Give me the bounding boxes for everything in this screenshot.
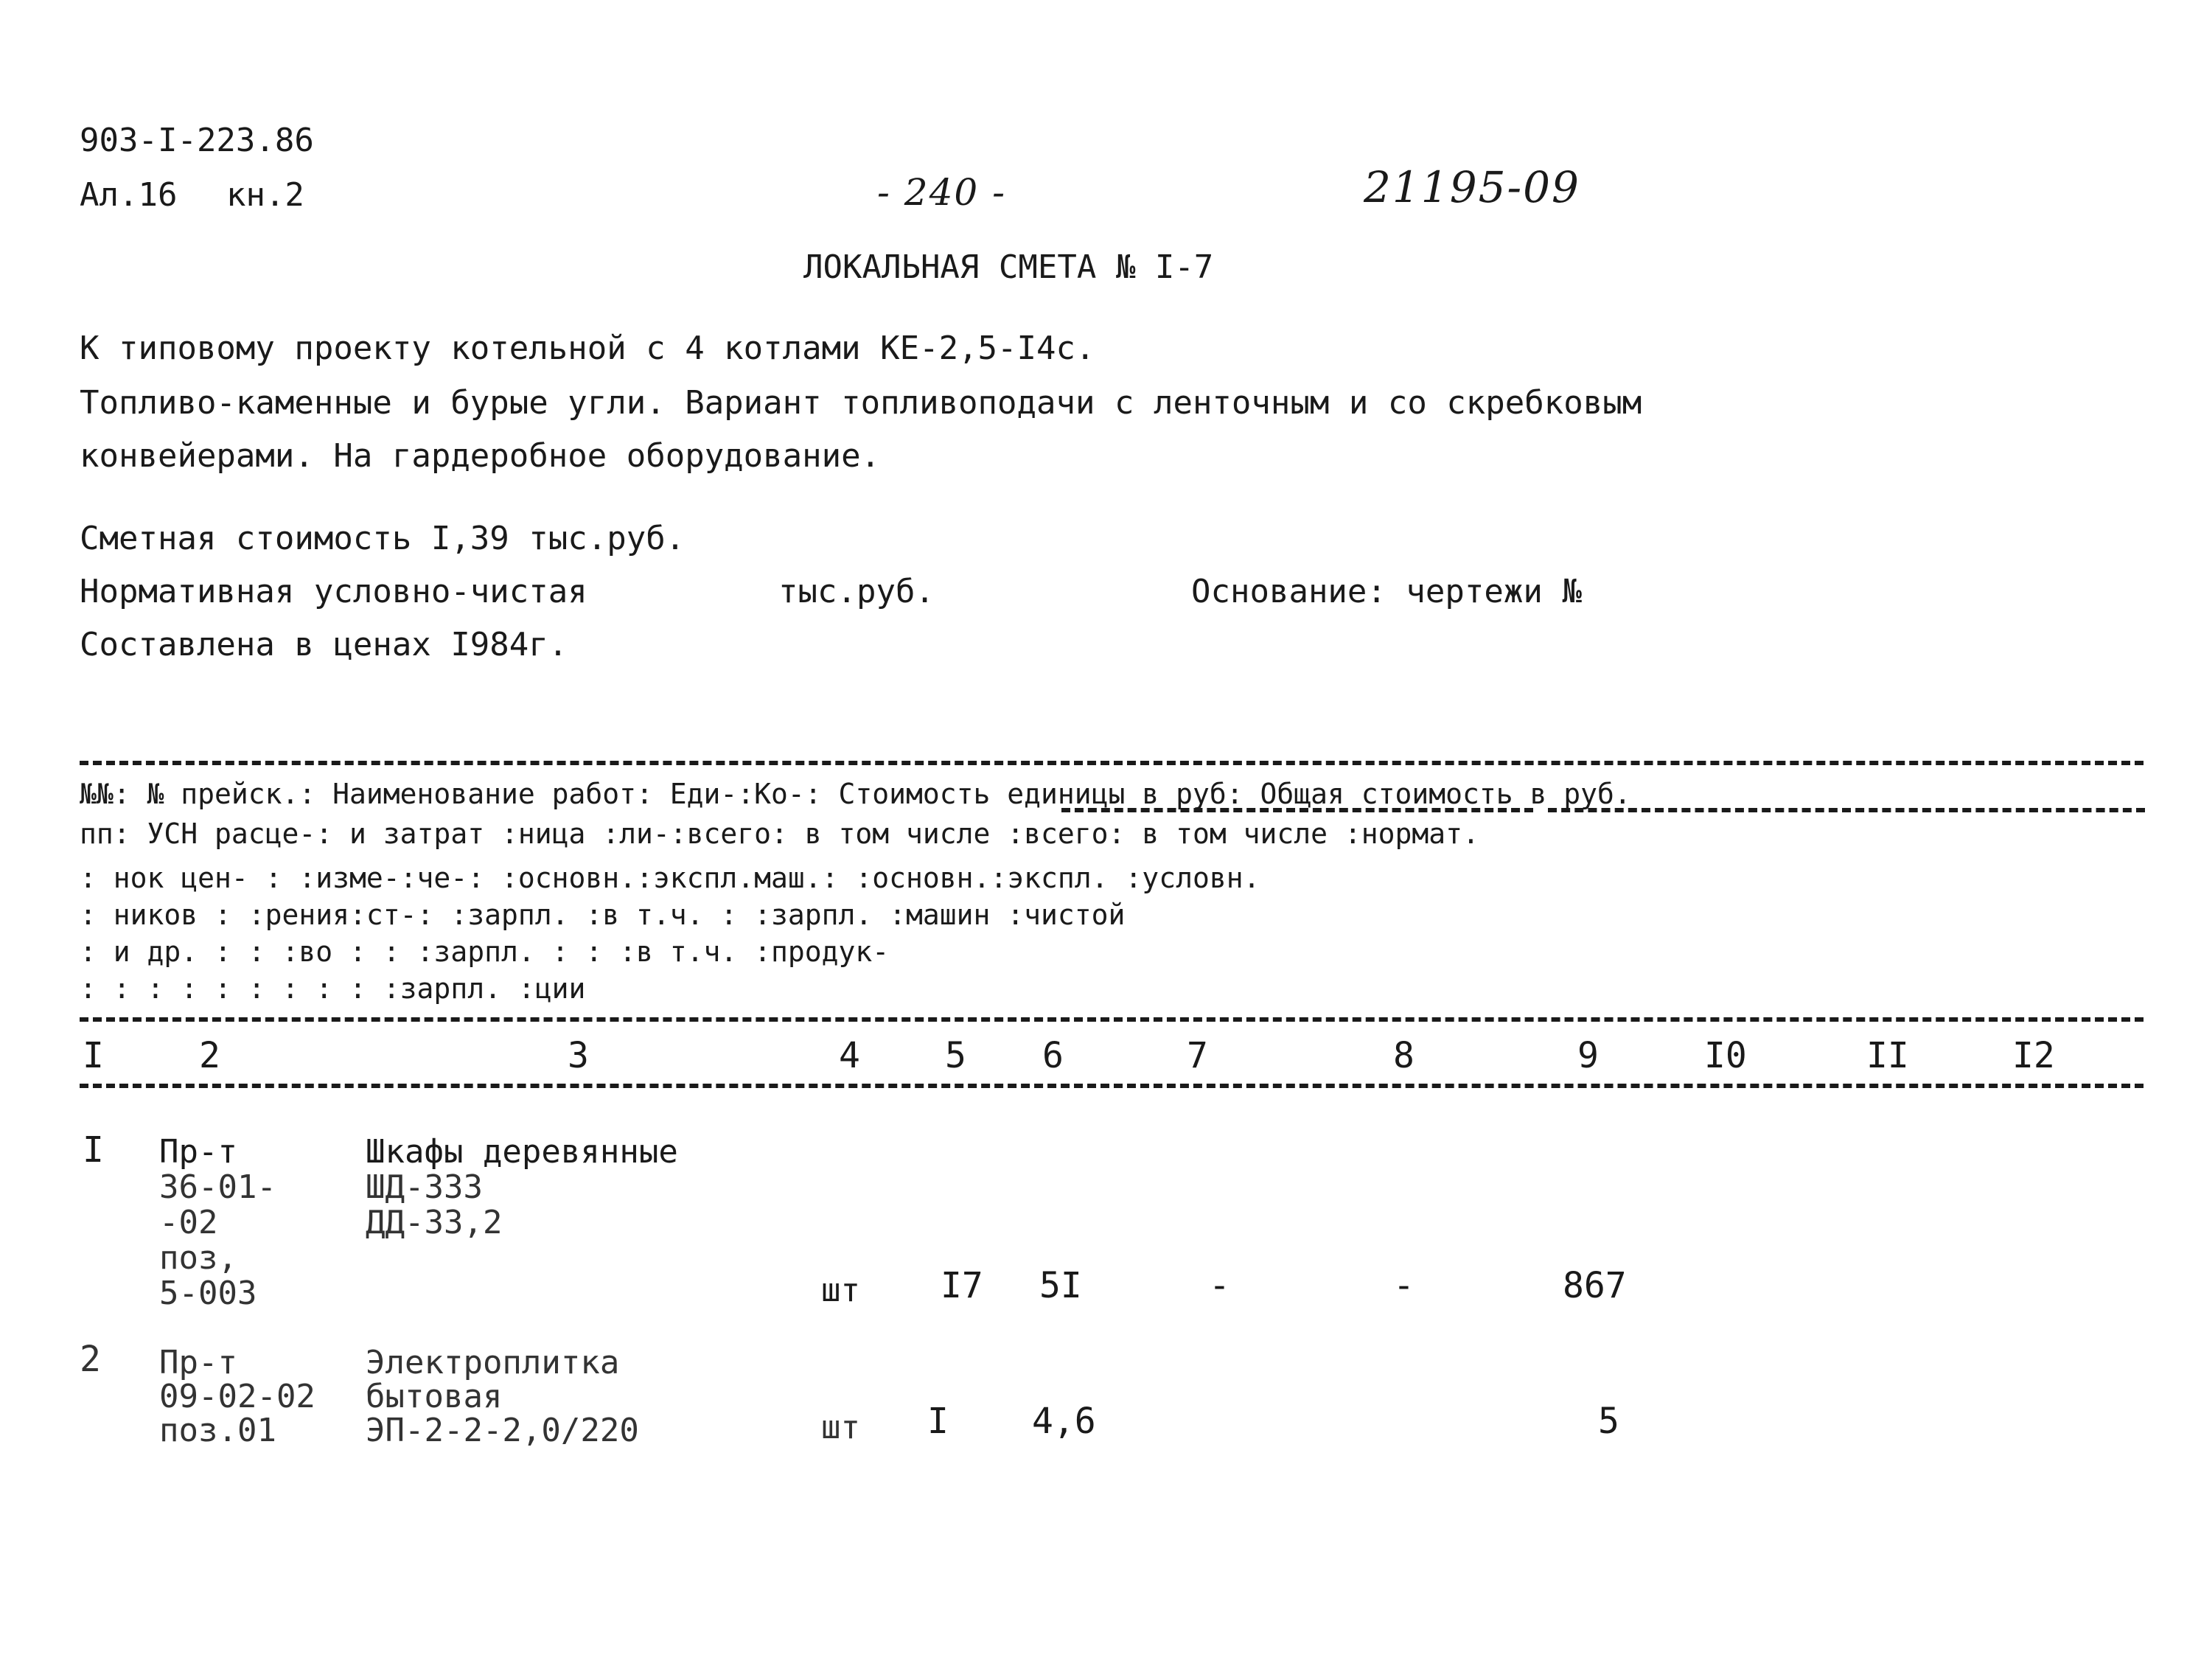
estimated-cost: Сметная стоимость I,39 тыс.руб. — [80, 520, 686, 557]
table-header-row-1: №№: № прейск.: Наименование работ: Еди-:Ко-: Стоимость единицы в руб: Общая стоимость в руб. — [80, 778, 1631, 810]
col-num-11: II — [1866, 1035, 1909, 1076]
table-header-row-3: : нок цен- : :изме-:че-: :основн.:экспл.маш.: :основн.:экспл. :условн. — [80, 862, 1260, 894]
row-2-total: 5 — [1598, 1401, 1619, 1442]
normative-cost-unit: тыс.руб. — [778, 573, 935, 610]
col-num-12: I2 — [2012, 1035, 2055, 1076]
row-2-code-line-2: 09-02-02 — [159, 1378, 315, 1415]
row-1-name-line-3: ДД-33,2 — [366, 1204, 503, 1241]
row-1-basic-wages: - — [1209, 1265, 1230, 1306]
page-number: - 240 - — [877, 171, 1007, 214]
intro-line-3: конвейерами. На гардеробное оборудование. — [80, 437, 881, 475]
row-2-name-line-3: ЭП-2-2-2,0/220 — [366, 1412, 639, 1449]
table-header-row-4: : ников : :рения:ст-: :зарпл. :в т.ч. : :зарпл. :машин :чистой — [80, 899, 1126, 931]
document-title: ЛОКАЛЬНАЯ СМЕТА № I-7 — [803, 248, 1214, 286]
book-number: кн.2 — [226, 176, 304, 214]
row-1-code-line-1: Пр-т — [159, 1133, 237, 1171]
row-2-unit-price: 4,6 — [1032, 1401, 1096, 1442]
row-1-code-line-5: 5-003 — [159, 1275, 257, 1312]
row-1-total: 867 — [1563, 1265, 1627, 1306]
col-num-3: 3 — [568, 1035, 589, 1076]
row-2-number: 2 — [80, 1339, 101, 1380]
col-num-10: I0 — [1704, 1035, 1747, 1076]
col-num-4: 4 — [839, 1035, 860, 1076]
row-2-code-line-3: поз.01 — [159, 1412, 276, 1449]
total-cost-underline — [1548, 808, 2145, 812]
row-1-unit-price: 5I — [1039, 1265, 1082, 1306]
col-num-7: 7 — [1187, 1035, 1208, 1076]
registration-number: 21195-09 — [1364, 162, 1580, 212]
basis-drawings: Основание: чертежи № — [1191, 573, 1582, 610]
row-2-name-line-1: Электроплитка — [366, 1344, 620, 1381]
col-num-8: 8 — [1393, 1035, 1415, 1076]
row-2-quantity: I — [927, 1401, 949, 1442]
table-header-rule — [80, 1017, 2144, 1022]
row-1-name-line-2: ШД-333 — [366, 1168, 483, 1206]
unit-cost-underline — [1061, 808, 1533, 812]
doc-code: 903-I-223.86 — [80, 122, 314, 159]
row-1-code-line-4: поз, — [159, 1239, 237, 1277]
intro-line-2: Топливо-каменные и бурые угли. Вариант топливоподачи с ленточным и со скребковым — [80, 384, 1642, 422]
row-1-unit: шт — [821, 1272, 860, 1309]
table-numbers-rule — [80, 1084, 2144, 1088]
col-num-9: 9 — [1577, 1035, 1599, 1076]
prices-year: Составлена в ценах I984г. — [80, 626, 568, 663]
row-1-code-line-3: -02 — [159, 1204, 218, 1241]
col-num-6: 6 — [1042, 1035, 1064, 1076]
row-1-code-line-2: 36-01- — [159, 1168, 276, 1206]
album-number: Ал.16 — [80, 176, 178, 214]
row-2-code-line-1: Пр-т — [159, 1344, 237, 1381]
row-1-quantity: I7 — [941, 1265, 983, 1306]
table-header-row-2: пп: УСН расце-: и затрат :ница :ли-:всего: в том числе :всего: в том числе :нормат. — [80, 818, 1479, 850]
row-1-number: I — [83, 1129, 104, 1171]
row-1-name-line-1: Шкафы деревянные — [366, 1133, 678, 1171]
normative-cost-label: Нормативная условно-чистая — [80, 573, 587, 610]
col-num-5: 5 — [945, 1035, 966, 1076]
col-num-1: I — [83, 1035, 104, 1076]
intro-line-1: К типовому проекту котельной с 4 котлами КЕ-2,5-I4с. — [80, 330, 1095, 367]
row-2-name-line-2: бытовая — [366, 1378, 503, 1415]
table-header-row-5: : и др. : : :во : : :зарпл. : : :в т.ч. :продук- — [80, 935, 890, 968]
row-2-unit: шт — [821, 1409, 860, 1446]
table-header-row-6: : : : : : : : : : :зарпл. :ции — [80, 972, 586, 1005]
row-1-machine-costs: - — [1393, 1265, 1415, 1306]
table-top-rule — [80, 761, 2144, 765]
col-num-2: 2 — [199, 1035, 220, 1076]
